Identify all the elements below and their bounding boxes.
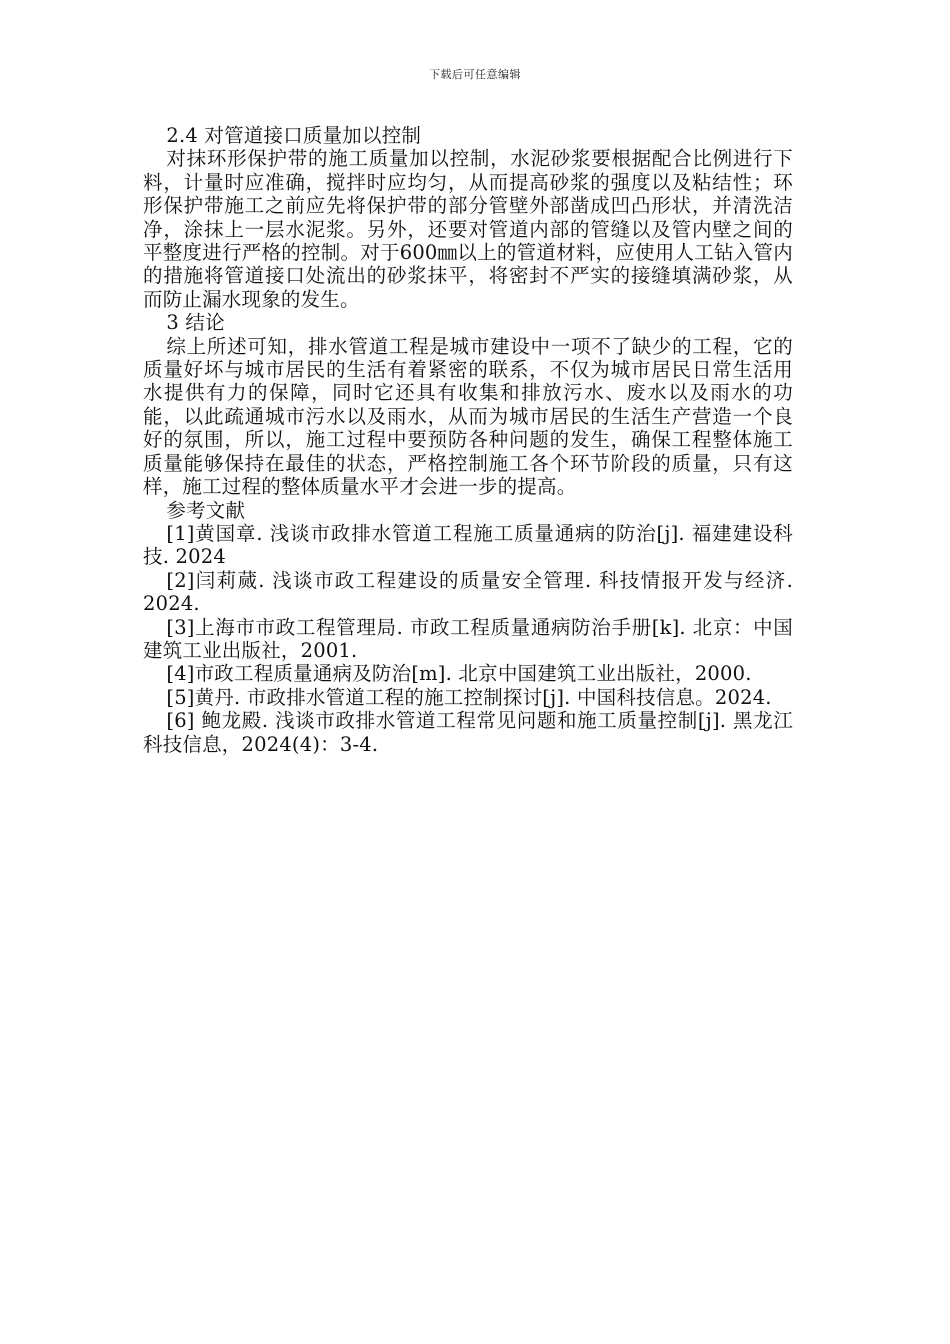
page-header: 下载后可任意编辑: [429, 68, 521, 81]
reference-item: [2]闫莉蒇. 浅谈市政工程建设的质量安全管理. 科技情报开发与经济. 2024.: [143, 568, 793, 616]
section-heading-3: 3 结论: [166, 311, 225, 335]
reference-item: [1]黄国章. 浅谈市政排水管道工程施工质量通病的防治[j]. 福建建设科技. 2024: [143, 521, 793, 569]
reference-item: [5]黄丹. 市政排水管道工程的施工控制探讨[j]. 中国科技信息。2024.: [166, 685, 772, 709]
document-body: [143, 124, 793, 756]
section-paragraph-2-4: 对抹环形保护带的施工质量加以控制，水泥砂浆要根据配合比例进行下料，计量时应准确，搅拌时应均匀，从而提高砂浆的强度以及粘结性；环形保护带施工之前应先将保护带的部分管壁外部凿成凹凸形状，并清洗洁净，涂抹上一层水泥浆。另外，还要对管道内部的管缝以及管内壁之间的平整度进行严格的控制。对于600㎜以上的管道材料，应使用人工钻入管内的措施将管道接口处流出的砂浆抹平，将密封不严实的接缝填满砂浆，从而防止漏水现象的发生。: [143, 147, 793, 311]
reference-item: [6] 鲍龙殿. 浅谈市政排水管道工程常见问题和施工质量控制[j]. 黑龙江科技信息，2024(4)：3-4.: [143, 709, 793, 756]
reference-item: [4]市政工程质量通病及防治[m]. 北京中国建筑工业出版社，2000.: [166, 662, 752, 686]
references-heading: 参考文献: [166, 498, 246, 522]
section-heading-2-4: 2.4 对管道接口质量加以控制: [166, 124, 422, 147]
reference-item: [3]上海市市政工程管理局. 市政工程质量通病防治手册[k]. 北京：中国建筑工业出版社，2001.: [143, 615, 793, 662]
section-paragraph-3: 综上所述可知，排水管道工程是城市建设中一项不了缺少的工程，它的质量好坏与城市居民的生活有着紧密的联系，不仅为城市居民日常生活用水提供有力的保障，同时它还具有收集和排放污水、废水以及雨水的功能，以此疏通城市污水以及雨水，从而为城市居民的生活生产营造一个良好的氛围，所以，施工过程中要预防各种问题的发生，确保工程整体施工质量能够保持在最佳的状态，严格控制施工各个环节阶段的质量，只有这样，施工过程的整体质量水平才会进一步的提高。: [143, 334, 793, 499]
